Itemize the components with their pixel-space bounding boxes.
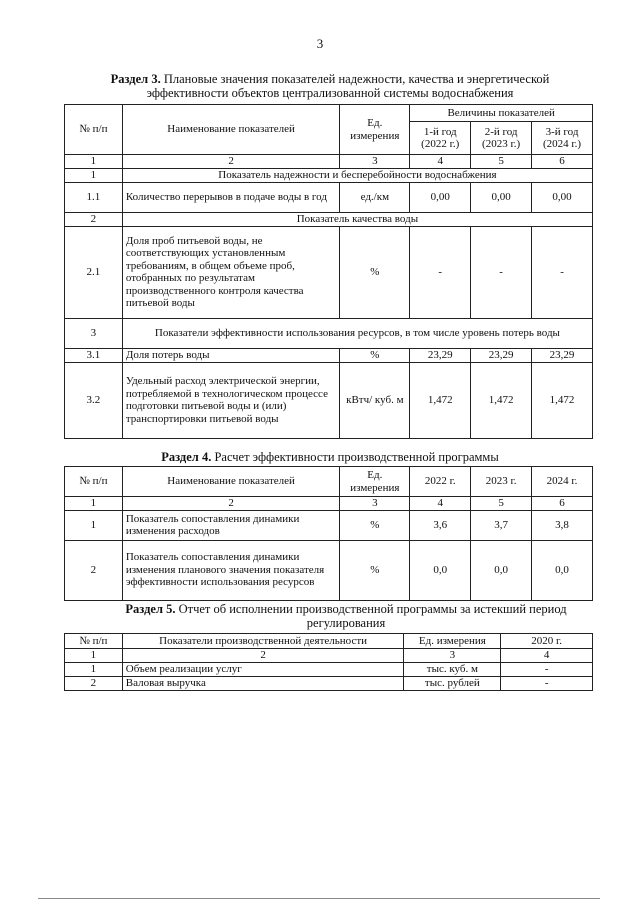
row-num: 1 (65, 662, 123, 676)
index-cell: 1 (65, 649, 123, 663)
row-value: - (532, 226, 593, 318)
row-name: Показатель сопоставления динамики изменения планового значения показателя эффективности использования ресурсов (122, 540, 340, 600)
index-cell: 4 (410, 155, 471, 169)
header-name: Наименование показателей (122, 105, 340, 155)
row-value: 0,00 (410, 182, 471, 212)
row-value: - (501, 662, 593, 676)
row-value: 0,00 (532, 182, 593, 212)
row-value: 1,472 (471, 362, 532, 438)
header-year-2: 2023 г. (471, 467, 532, 497)
row-unit: тыс. рублей (404, 676, 501, 690)
row-value: 0,0 (410, 540, 471, 600)
row-value: 1,472 (532, 362, 593, 438)
section5-title (96, 602, 596, 630)
index-cell: 6 (532, 497, 593, 511)
section3-title-bold: Раздел 3. (110, 72, 161, 86)
header-values-group: Величины показателей (410, 105, 593, 122)
index-cell: 1 (65, 497, 123, 511)
row-num: 3.1 (65, 348, 123, 362)
row-name: Доля проб питьевой воды, не соответствующих установленным требованиям, в общем объеме проб, отобранных по результатам производственного контроля качества питьевой воды (122, 226, 340, 318)
page-number: 3 (316, 36, 324, 51)
row-value: 23,29 (532, 348, 593, 362)
header-year-1: 2022 г. (410, 467, 471, 497)
group-label: Показатели эффективности использования ресурсов, в том числе уровень потерь воды (122, 318, 592, 348)
header-year-3: 2024 г. (532, 467, 593, 497)
row-num: 2 (65, 676, 123, 690)
row-value: 23,29 (471, 348, 532, 362)
row-value: 23,29 (410, 348, 471, 362)
section4-table (64, 466, 593, 601)
row-unit: % (340, 540, 410, 600)
row-value: 1,472 (410, 362, 471, 438)
row-unit: % (340, 510, 410, 540)
row-unit: % (340, 348, 410, 362)
row-unit: ед./км (340, 182, 410, 212)
index-cell: 3 (404, 649, 501, 663)
row-unit: тыс. куб. м (404, 662, 501, 676)
index-cell: 5 (471, 155, 532, 169)
section4-title-bold: Раздел 4. (161, 450, 212, 464)
row-num: 1 (65, 510, 123, 540)
row-num: 2.1 (65, 226, 123, 318)
index-cell: 3 (340, 497, 410, 511)
index-cell: 2 (122, 497, 340, 511)
section3-title (80, 72, 580, 100)
group-num: 1 (65, 168, 123, 182)
row-value: - (410, 226, 471, 318)
row-value: 0,00 (471, 182, 532, 212)
row-value: - (501, 676, 593, 690)
row-value: 3,7 (471, 510, 532, 540)
row-num: 1.1 (65, 182, 123, 212)
header-year-1: 1-й год (2022 г.) (410, 122, 471, 155)
row-value: - (471, 226, 532, 318)
group-num: 3 (65, 318, 123, 348)
header-num: № п/п (65, 105, 123, 155)
index-cell: 3 (340, 155, 410, 169)
row-name: Валовая выручка (122, 676, 404, 690)
row-value: 3,6 (410, 510, 471, 540)
header-num: № п/п (65, 467, 123, 497)
group-label: Показатель качества воды (122, 212, 592, 226)
row-num: 2 (65, 540, 123, 600)
row-name: Объем реализации услуг (122, 662, 404, 676)
index-cell: 5 (471, 497, 532, 511)
header-unit: Ед. измерения (340, 105, 410, 155)
row-value: 0,0 (471, 540, 532, 600)
header-year-3: 3-й год (2024 г.) (532, 122, 593, 155)
header-name: Наименование показателей (122, 467, 340, 497)
header-year-2: 2-й год (2023 г.) (471, 122, 532, 155)
index-cell: 4 (501, 649, 593, 663)
row-name: Количество перерывов в подаче воды в год (122, 182, 340, 212)
row-unit: % (340, 226, 410, 318)
header-name: Показатели производственной деятельности (122, 634, 404, 649)
header-unit: Ед. измерения (340, 467, 410, 497)
row-unit: кВтч/ куб. м (340, 362, 410, 438)
index-cell: 4 (410, 497, 471, 511)
row-name: Доля потерь воды (122, 348, 340, 362)
header-year: 2020 г. (501, 634, 593, 649)
section5-table (64, 633, 593, 691)
group-num: 2 (65, 212, 123, 226)
header-num: № п/п (65, 634, 123, 649)
section5-title-text: Отчет об исполнении производственной программы за истекший период регулирования (175, 602, 567, 630)
section4-title-text: Расчет эффективности производственной программы (211, 450, 499, 464)
header-unit: Ед. измерения (404, 634, 501, 649)
section5-title-bold: Раздел 5. (125, 602, 176, 616)
index-cell: 2 (122, 155, 340, 169)
row-name: Показатель сопоставления динамики изменения расходов (122, 510, 340, 540)
index-cell: 2 (122, 649, 404, 663)
section3-table (64, 104, 593, 439)
index-cell: 6 (532, 155, 593, 169)
row-name: Удельный расход электрической энергии, потребляемой в технологическом процессе подготовки питьевой воды и (или) транспортировки питьевой воды (122, 362, 340, 438)
section3-title-text: Плановые значения показателей надежности, качества и энергетической эффективности объектов централизованной системы водоснабжения (146, 72, 550, 100)
row-value: 3,8 (532, 510, 593, 540)
group-label: Показатель надежности и бесперебойности водоснабжения (122, 168, 592, 182)
row-num: 3.2 (65, 362, 123, 438)
row-value: 0,0 (532, 540, 593, 600)
index-cell: 1 (65, 155, 123, 169)
section4-title (60, 450, 600, 464)
page-bottom-rule (38, 898, 600, 899)
